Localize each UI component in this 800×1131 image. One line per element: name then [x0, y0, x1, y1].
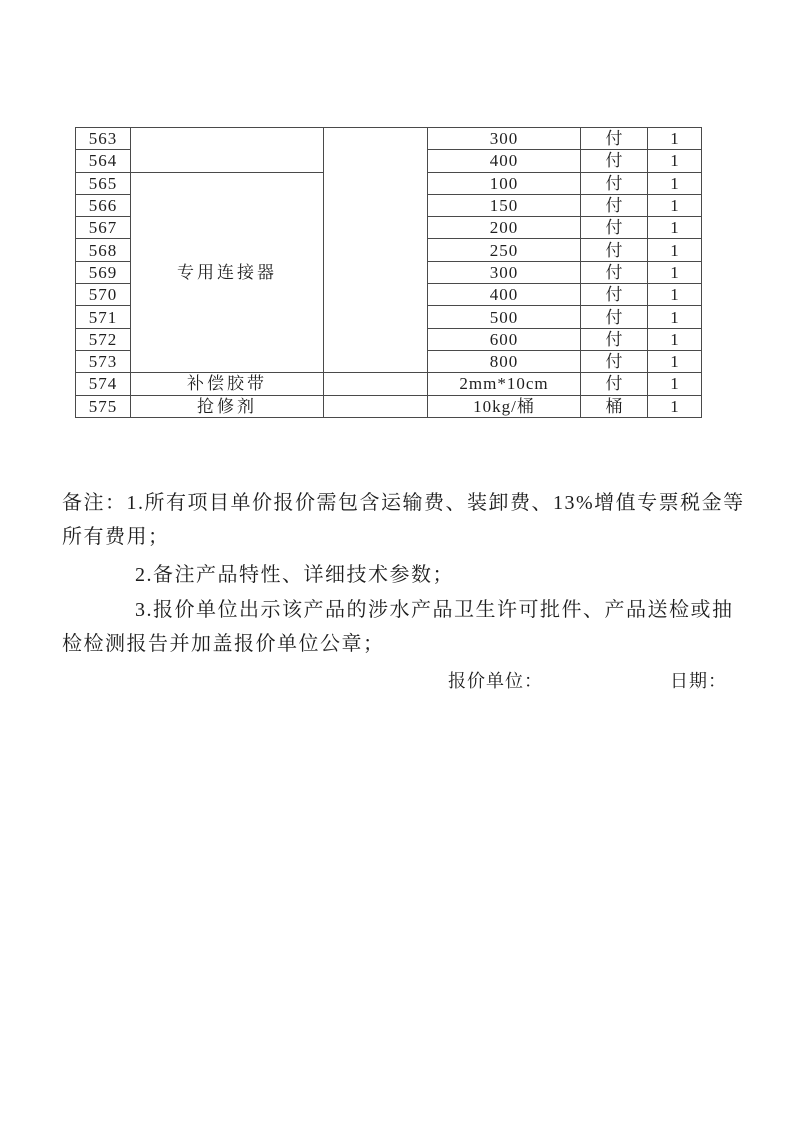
- cell-qty: 1: [648, 239, 702, 261]
- cell-value: 300: [428, 261, 581, 283]
- cell-value: 100: [428, 172, 581, 194]
- notes-line-2: 所有费用；: [62, 526, 170, 548]
- cell-unit: 付: [581, 350, 648, 372]
- cell-value: 400: [428, 284, 581, 306]
- cell-index: 564: [76, 150, 131, 172]
- cell-value: 500: [428, 306, 581, 328]
- cell-unit: 付: [581, 328, 648, 350]
- cell-value: 2mm*10cm: [428, 373, 581, 395]
- cell-product-name: [131, 128, 324, 173]
- cell-value: 10kg/桶: [428, 395, 581, 417]
- cell-value: 250: [428, 239, 581, 261]
- cell-value: 150: [428, 194, 581, 216]
- cell-index: 574: [76, 373, 131, 395]
- cell-value: 600: [428, 328, 581, 350]
- quotation-unit-label: 报价单位：: [448, 671, 543, 691]
- cell-index: 572: [76, 328, 131, 350]
- cell-qty: 1: [648, 373, 702, 395]
- cell-spec: [324, 373, 428, 395]
- cell-index: 563: [76, 128, 131, 150]
- cell-value: 400: [428, 150, 581, 172]
- cell-unit: 付: [581, 217, 648, 239]
- cell-index: 568: [76, 239, 131, 261]
- cell-index: 571: [76, 306, 131, 328]
- cell-unit: 付: [581, 239, 648, 261]
- cell-unit: 付: [581, 150, 648, 172]
- cell-product-name: 专用连接器: [131, 172, 324, 373]
- cell-qty: 1: [648, 306, 702, 328]
- cell-qty: 1: [648, 284, 702, 306]
- cell-index: 567: [76, 217, 131, 239]
- cell-index: 566: [76, 194, 131, 216]
- cell-qty: 1: [648, 172, 702, 194]
- cell-index: 565: [76, 172, 131, 194]
- cell-unit: 付: [581, 261, 648, 283]
- cell-index: 569: [76, 261, 131, 283]
- cell-qty: 1: [648, 128, 702, 150]
- cell-unit: 付: [581, 194, 648, 216]
- cell-qty: 1: [648, 350, 702, 372]
- table-row-575: [76, 395, 702, 417]
- cell-unit: 桶: [581, 395, 648, 417]
- notes-line-4: 3.报价单位出示该产品的涉水产品卫生许可批件、产品送检或抽: [135, 599, 734, 621]
- cell-qty: 1: [648, 194, 702, 216]
- cell-unit: 付: [581, 128, 648, 150]
- table-row-563: [76, 128, 702, 150]
- cell-unit: 付: [581, 373, 648, 395]
- notes-line-5: 检检测报告并加盖报价单位公章；: [62, 633, 385, 655]
- cell-spec: [324, 128, 428, 373]
- notes-line-3: 2.备注产品特性、详细技术参数；: [135, 564, 454, 586]
- cell-unit: 付: [581, 306, 648, 328]
- table-row-574: [76, 373, 702, 395]
- cell-unit: 付: [581, 284, 648, 306]
- notes-line-1: 备注：1.所有项目单价报价需包含运输费、装卸费、13%增值专票税金等: [62, 492, 745, 514]
- cell-spec: [324, 395, 428, 417]
- cell-index: 570: [76, 284, 131, 306]
- cell-index: 575: [76, 395, 131, 417]
- cell-qty: 1: [648, 328, 702, 350]
- cell-qty: 1: [648, 395, 702, 417]
- cell-value: 200: [428, 217, 581, 239]
- cell-product-name: 补偿胶带: [131, 373, 324, 395]
- cell-value: 800: [428, 350, 581, 372]
- date-label: 日期：: [670, 671, 727, 691]
- quotation-table: [75, 127, 702, 418]
- cell-value: 300: [428, 128, 581, 150]
- cell-qty: 1: [648, 261, 702, 283]
- cell-unit: 付: [581, 172, 648, 194]
- cell-qty: 1: [648, 150, 702, 172]
- cell-index: 573: [76, 350, 131, 372]
- cell-product-name: 抢修剂: [131, 395, 324, 417]
- cell-qty: 1: [648, 217, 702, 239]
